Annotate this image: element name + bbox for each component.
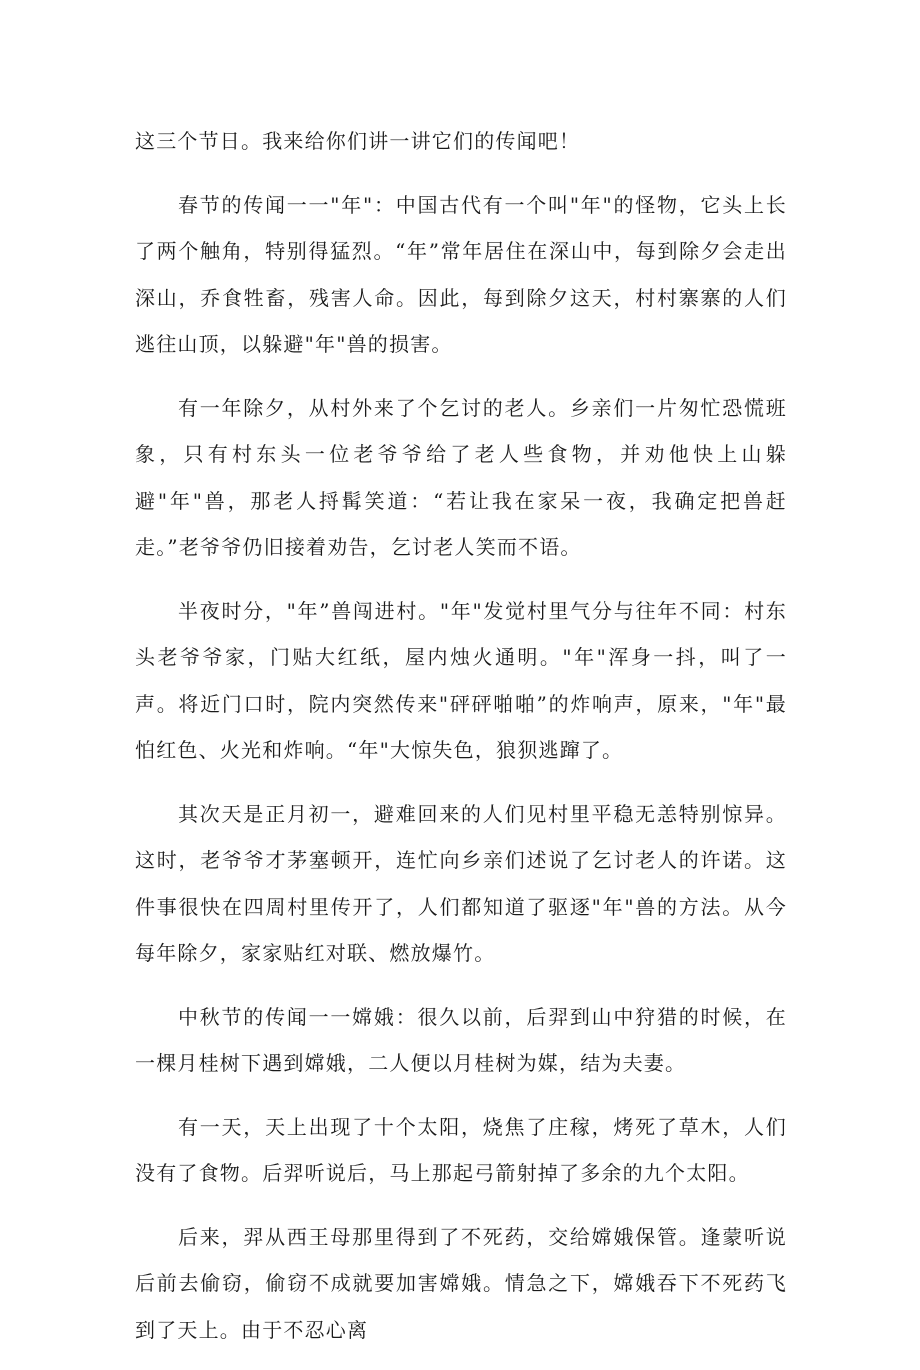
paragraph-spring-festival-legend: 春节的传闻一一"年"：中国古代有一个叫"年"的怪物，它头上长了两个触角，特别得猛烈。“年”常年居住在深山中，每到除夕会走出深山，乔食牲畜，残害人命。因此，每到除夕这天，村村寨寨的人们逃往山顶，以躲避"年"兽的损害。 [135,192,787,356]
paragraph-midnight-nian: 半夜时分，"年”兽闯进村。"年"发觉村里气分与往年不同：村东头老爷爷家，门贴大红纸，屋内烛火通明。"年"浑身一抖，叫了一声。将近门口时，院内突然传来"砰砰啪啪”的炸响声，原来，"年"最怕红色、火光和炸响。“年"大惊失色，狼狈逃蹿了。 [135,598,787,762]
paragraph-new-year-day: 其次天是正月初一，避难回来的人们见村里平稳无恙特别惊异。这时，老爷爷才茅塞顿开，连忙向乡亲们述说了乞讨老人的许诺。这件事很快在四周村里传开了，人们都知道了驱逐"年"兽的方法。从今每年除夕，家家贴红对联、燃放爆竹。 [135,801,787,965]
paragraph-ten-suns: 有一天，天上出现了十个太阳，烧焦了庄稼，烤死了草木，人们没有了食物。后羿听说后，马上那起弓箭射掉了多余的九个太阳。 [135,1114,787,1185]
paragraph-old-beggar: 有一年除夕，从村外来了个乞讨的老人。乡亲们一片匆忙恐慌班象，只有村东头一位老爷爷给了老人些食物，并劝他快上山躲避"年"兽，那老人捋髯笑道：“若让我在家呆一夜，我确定把兽赶走。”老爷爷仍旧接着劝告，乞讨老人笑而不语。 [135,395,787,559]
paragraph-elixir: 后来，羿从西王母那里得到了不死药，交给嫦娥保管。逢蒙听说后前去偷窃，偷窃不成就要加害嫦娥。情急之下，嫦娥吞下不死药飞到了天上。由于不忍心离 [135,1224,787,1342]
document-body [135,118,787,1370]
paragraph-intro-tail: 这三个节日。我来给你们讲一讲它们的传闻吧！ [135,129,581,153]
paragraph-mid-autumn-legend: 中秋节的传闻一一嫦娥：很久以前，后羿到山中狩猎的时候，在一棵月桂树下遇到嫦娥，二人便以月桂树为媒，结为夫妻。 [135,1004,787,1075]
